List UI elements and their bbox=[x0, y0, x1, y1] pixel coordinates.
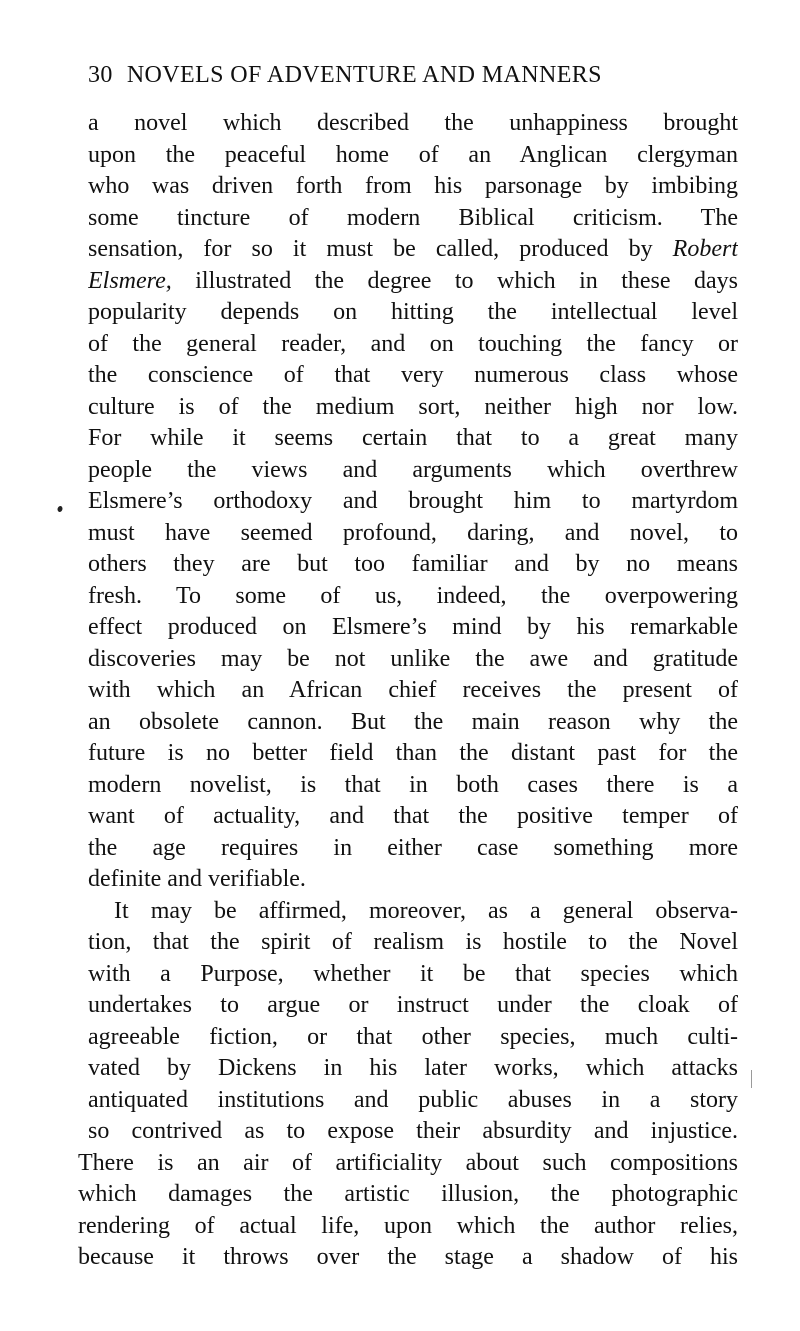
text-line: effect produced on Elsmere’s mind by his remarkable bbox=[88, 614, 738, 640]
text-line: so contrived as to expose their absurdity and injustice. bbox=[88, 1118, 738, 1144]
text-line: people the views and arguments which overthrew bbox=[88, 456, 738, 483]
text-line: others they are but too familiar and by no means bbox=[88, 551, 738, 577]
text-line: some tincture of modern Biblical criticism. The bbox=[88, 204, 738, 231]
text-line: the conscience of that very numerous class whose bbox=[88, 362, 738, 388]
text-line: fresh. To some of us, indeed, the overpowering bbox=[88, 582, 738, 609]
text-line: must have seemed profound, daring, and novel, to bbox=[88, 519, 738, 546]
margin-ink-dot bbox=[57, 505, 64, 512]
text-line: discoveries may be not unlike the awe and gratitude bbox=[88, 645, 738, 672]
text-line: upon the peaceful home of an Anglican clergyman bbox=[88, 141, 738, 168]
running-title: NOVELS OF ADVENTURE AND MANNERS bbox=[126, 62, 602, 88]
text-line: with which an African chief receives the present of bbox=[88, 677, 738, 703]
text-line: Elsmere’s orthodoxy and brought him to martyrdom bbox=[88, 488, 738, 514]
text-line: modern novelist, is that in both cases there is a bbox=[88, 771, 738, 798]
text-line: who was driven forth from his parsonage by imbibing bbox=[88, 173, 738, 199]
running-head bbox=[88, 58, 728, 92]
text-line: There is an air of artificiality about such compositions bbox=[78, 1149, 738, 1176]
italic-title: Elsmere, bbox=[88, 267, 172, 294]
text-line: popularity depends on hitting the intellectual level bbox=[88, 299, 738, 325]
page-number: 30 bbox=[88, 62, 113, 88]
text-line: For while it seems certain that to a great many bbox=[88, 425, 738, 451]
text-fragment: sensation, for so it must be called, produced by bbox=[88, 236, 673, 262]
text-fragment: illustrated the degree to which in these days bbox=[171, 267, 738, 294]
text-line: a novel which described the unhappiness brought bbox=[88, 110, 738, 136]
text-line: an obsolete cannon. But the main reason why the bbox=[88, 708, 738, 735]
italic-title: Robert bbox=[672, 236, 738, 262]
text-line: future is no better field than the distant past for the bbox=[88, 740, 738, 766]
text-line: which damages the artistic illusion, the photographic bbox=[78, 1181, 738, 1207]
text-line: of the general reader, and on touching the fancy or bbox=[88, 330, 738, 357]
text-line: want of actuality, and that the positive temper of bbox=[88, 803, 738, 829]
text-line: antiquated institutions and public abuses in a story bbox=[88, 1086, 738, 1113]
text-line: vated by Dickens in his later works, which attacks bbox=[88, 1055, 738, 1081]
text-line: culture is of the medium sort, neither high nor low. bbox=[88, 393, 738, 420]
body-text bbox=[78, 108, 738, 1274]
text-line: because it throws over the stage a shadow of his bbox=[78, 1244, 738, 1270]
text-line: definite and verifiable. bbox=[88, 866, 306, 892]
margin-ink-mark bbox=[751, 1070, 752, 1088]
text-line-with-title bbox=[88, 234, 738, 266]
text-line-with-title bbox=[88, 266, 738, 298]
text-line: tion, that the spirit of realism is hostile to the Novel bbox=[88, 929, 738, 955]
text-line: undertakes to argue or instruct under the cloak of bbox=[88, 992, 738, 1018]
text-line: with a Purpose, whether it be that species which bbox=[88, 960, 738, 987]
text-line: the age requires in either case something more bbox=[88, 834, 738, 861]
text-line: rendering of actual life, upon which the author relies, bbox=[78, 1212, 738, 1239]
text-line: agreeable fiction, or that other species, much culti- bbox=[88, 1023, 738, 1050]
paragraph-first-line: It may be affirmed, moreover, as a general observa- bbox=[114, 897, 738, 924]
